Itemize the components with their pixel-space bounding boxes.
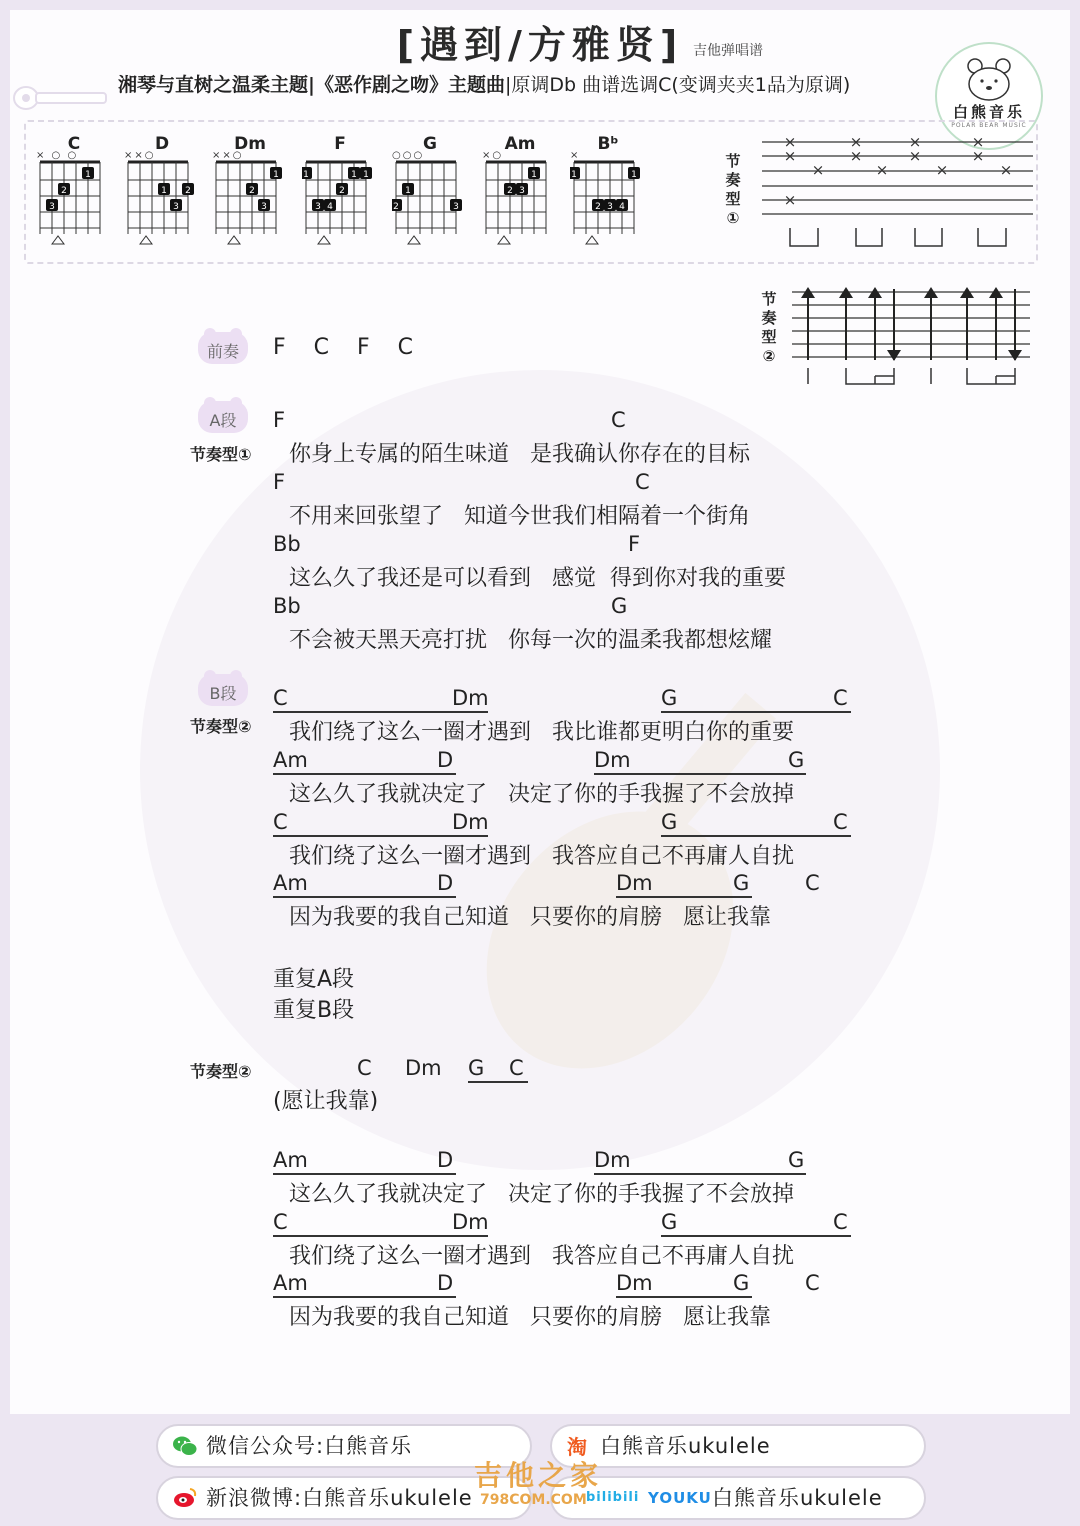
svg-text:1: 1 bbox=[531, 170, 537, 180]
rhythm-2-pattern bbox=[790, 284, 1035, 389]
logo-subtext: POLAR BEAR MUSIC bbox=[951, 122, 1027, 129]
chord-grid bbox=[302, 138, 378, 250]
ukulele-icon bbox=[12, 84, 110, 112]
intro-chords: F C F C bbox=[273, 335, 413, 360]
weibo-text: 新浪微博:白熊音乐ukulele bbox=[206, 1486, 473, 1510]
svg-text:2: 2 bbox=[595, 202, 601, 212]
chord-label: Dm bbox=[616, 1271, 653, 1295]
svg-text:×: × bbox=[849, 133, 863, 151]
svg-text:2: 2 bbox=[339, 186, 345, 196]
svg-text:淘: 淘 bbox=[567, 1435, 588, 1458]
outro-rhythm: 节奏型② bbox=[190, 1062, 252, 1081]
chord-label: F bbox=[273, 470, 286, 494]
chord-underline bbox=[661, 835, 851, 837]
lyric-line: 你身上专属的陌生味道 是我确认你存在的目标 bbox=[289, 442, 750, 467]
svg-text:2: 2 bbox=[393, 202, 399, 212]
chord-diagram-6 bbox=[482, 134, 558, 250]
svg-text:1: 1 bbox=[571, 170, 577, 180]
chord-label: G bbox=[733, 871, 750, 895]
chord-diagram-name: D bbox=[154, 134, 170, 154]
svg-text:1: 1 bbox=[161, 186, 167, 196]
wechat-icon bbox=[172, 1434, 198, 1458]
chord-diagram-name: C bbox=[67, 134, 81, 154]
chord-label: C bbox=[833, 686, 848, 710]
chord-diagram-7 bbox=[570, 134, 646, 250]
chord-label: D bbox=[437, 1148, 454, 1172]
chord-label: C bbox=[273, 810, 288, 834]
chord-label: G bbox=[468, 1056, 485, 1080]
chord-underline bbox=[661, 711, 851, 713]
section-a-tag bbox=[198, 397, 248, 433]
song-subtitle bbox=[118, 70, 850, 97]
chord-underline bbox=[273, 1235, 488, 1237]
svg-text:×: × bbox=[811, 161, 825, 179]
chord-underline bbox=[273, 896, 456, 898]
chord-diagram-name: Bᵇ bbox=[597, 134, 619, 154]
title-subtext: 吉他弹唱谱 bbox=[693, 43, 763, 59]
repeat-a-note: 重复A段 bbox=[273, 967, 355, 992]
section-b-tag bbox=[198, 670, 248, 706]
svg-text:×: × bbox=[908, 147, 922, 165]
svg-text:3: 3 bbox=[519, 186, 525, 196]
outro-lyric: (愿让我靠) bbox=[273, 1089, 379, 1114]
chord-open-strings: × ○ ○ bbox=[36, 150, 79, 161]
svg-text:×: × bbox=[999, 161, 1013, 179]
svg-text:×: × bbox=[783, 191, 797, 209]
section-a-rhythm: 节奏型① bbox=[190, 445, 252, 464]
chord-label: Am bbox=[273, 748, 308, 772]
svg-text:×: × bbox=[783, 147, 797, 165]
lyric-line: 我们绕了这么一圈才遇到 我答应自己不再庸人自扰 bbox=[289, 1244, 794, 1269]
chord-label: Dm bbox=[452, 686, 489, 710]
chord-underline bbox=[273, 835, 488, 837]
chord-label: C bbox=[635, 470, 650, 494]
chord-label: Bb bbox=[273, 532, 301, 556]
chord-underline bbox=[273, 1173, 456, 1175]
chord-diagram-name: F bbox=[334, 134, 346, 154]
svg-text:2: 2 bbox=[185, 186, 191, 196]
site-watermark-url: 798COM.COM bbox=[480, 1492, 587, 1508]
chord-label: C bbox=[805, 1271, 820, 1295]
rhythm-1-label: 节 奏 型 ① bbox=[725, 152, 741, 227]
svg-text:3: 3 bbox=[261, 202, 267, 212]
chord-label: G bbox=[661, 810, 678, 834]
section-a-tag-label: A段 bbox=[209, 411, 237, 430]
svg-text:3: 3 bbox=[453, 202, 459, 212]
lyric-line: 不用来回张望了 知道今世我们相隔着一个街角 bbox=[289, 504, 750, 529]
svg-text:3: 3 bbox=[607, 202, 613, 212]
svg-text:4: 4 bbox=[327, 202, 333, 212]
chord-underline bbox=[273, 1296, 456, 1298]
lyric-line: 不会被天黑天亮打扰 你每一次的温柔我都想炫耀 bbox=[289, 628, 772, 653]
lyric-line: 我们绕了这么一圈才遇到 我比谁都更明白你的重要 bbox=[289, 720, 794, 745]
chord-label: D bbox=[437, 1271, 454, 1295]
chord-label: C bbox=[611, 408, 626, 432]
svg-text:×: × bbox=[783, 133, 797, 151]
svg-text:1: 1 bbox=[85, 170, 91, 180]
chord-label: G bbox=[788, 1148, 805, 1172]
chord-label: C bbox=[805, 871, 820, 895]
svg-text:2: 2 bbox=[61, 186, 67, 196]
repeat-b-note: 重复B段 bbox=[273, 998, 355, 1023]
lyric-line: 因为我要的我自己知道 只要你的肩膀 愿让我靠 bbox=[289, 905, 771, 930]
chord-label: Am bbox=[273, 1148, 308, 1172]
chord-open-strings: × bbox=[570, 150, 581, 161]
chord-diagram-1 bbox=[36, 134, 112, 250]
chord-label: D bbox=[437, 871, 454, 895]
subtitle-key-info: |原调Db 曲谱选调C(变调夹夹1品为原调) bbox=[504, 74, 851, 96]
chord-grid bbox=[570, 138, 646, 250]
lyric-line: 这么久了我还是可以看到 感觉 得到你对我的重要 bbox=[289, 566, 786, 591]
chord-open-strings: ××○ bbox=[212, 150, 244, 161]
site-watermark: 吉他之家 bbox=[474, 1459, 603, 1492]
chord-label: C bbox=[509, 1056, 524, 1080]
svg-text:2: 2 bbox=[507, 186, 513, 196]
svg-text:1: 1 bbox=[363, 170, 369, 180]
bear-face-icon bbox=[937, 48, 1041, 108]
chord-underline bbox=[616, 896, 752, 898]
subtitle-main: 湘琴与直树之温柔主题|《恶作剧之吻》主题曲 bbox=[118, 74, 505, 96]
logo-text: 白熊音乐 bbox=[952, 103, 1025, 121]
chord-label: C bbox=[833, 810, 848, 834]
chord-open-strings: ×○ bbox=[482, 150, 504, 161]
svg-text:×: × bbox=[875, 161, 889, 179]
video-pill[interactable] bbox=[550, 1476, 926, 1520]
chord-label: Am bbox=[273, 871, 308, 895]
taobao-text: 白熊音乐ukulele bbox=[600, 1434, 771, 1458]
section-b-tag-label: B段 bbox=[209, 684, 237, 703]
chord-underline bbox=[273, 773, 456, 775]
song-title: [遇到/方雅贤] bbox=[396, 23, 684, 67]
chord-label: Dm bbox=[452, 1210, 489, 1234]
weibo-icon bbox=[172, 1486, 198, 1510]
chord-label: C bbox=[833, 1210, 848, 1234]
chord-diagram-5 bbox=[392, 134, 468, 250]
chord-label: F bbox=[273, 408, 286, 432]
svg-text:1: 1 bbox=[273, 170, 279, 180]
rhythm-2-label: 节 奏 型 ② bbox=[761, 290, 777, 365]
section-b-rhythm: 节奏型② bbox=[190, 717, 252, 736]
svg-text:2: 2 bbox=[249, 186, 255, 196]
chord-label: Dm bbox=[594, 748, 631, 772]
svg-text:1: 1 bbox=[303, 170, 309, 180]
chord-diagram-name: G bbox=[423, 134, 437, 154]
chord-label: F bbox=[628, 532, 641, 556]
svg-text:×: × bbox=[849, 147, 863, 165]
wechat-text: 微信公众号:白熊音乐 bbox=[206, 1434, 413, 1458]
chord-label: D bbox=[437, 748, 454, 772]
chord-underline bbox=[468, 1081, 528, 1083]
youku-logo: YOUKU bbox=[648, 1489, 712, 1507]
svg-text:×: × bbox=[971, 133, 985, 151]
chord-label: Bb bbox=[273, 594, 301, 618]
rhythm-1-pattern bbox=[760, 130, 1035, 255]
chord-underline bbox=[273, 711, 488, 713]
svg-text:×: × bbox=[935, 161, 949, 179]
chord-label: G bbox=[611, 594, 628, 618]
svg-text:×: × bbox=[908, 133, 922, 151]
chord-diagram-3 bbox=[212, 134, 288, 250]
chord-label: G bbox=[733, 1271, 750, 1295]
chord-diagram-4 bbox=[302, 134, 378, 250]
svg-text:4: 4 bbox=[619, 202, 625, 212]
chord-label: C bbox=[273, 1210, 288, 1234]
svg-text:1: 1 bbox=[351, 170, 357, 180]
video-text: 白熊音乐ukulele bbox=[712, 1486, 883, 1510]
chord-underline bbox=[616, 1296, 752, 1298]
intro-tag bbox=[198, 328, 248, 364]
chord-label: Dm bbox=[616, 871, 653, 895]
svg-text:3: 3 bbox=[49, 202, 55, 212]
chord-label: G bbox=[788, 748, 805, 772]
lyric-line: 这么久了我就决定了 决定了你的手我握了不会放掉 bbox=[289, 782, 794, 807]
chord-diagram-2 bbox=[124, 134, 200, 250]
lyric-line: 这么久了我就决定了 决定了你的手我握了不会放掉 bbox=[289, 1182, 794, 1207]
chord-label: Am bbox=[273, 1271, 308, 1295]
svg-text:1: 1 bbox=[631, 170, 637, 180]
lyric-line: 我们绕了这么一圈才遇到 我答应自己不再庸人自扰 bbox=[289, 844, 794, 869]
svg-text:3: 3 bbox=[315, 202, 321, 212]
taobao-pill[interactable] bbox=[550, 1424, 926, 1468]
svg-text:×: × bbox=[971, 147, 985, 165]
chord-underline bbox=[661, 1235, 851, 1237]
chord-open-strings: ○○○ bbox=[392, 150, 425, 161]
chord-diagram-name: Am bbox=[504, 134, 536, 154]
bilibili-logo: bilibili bbox=[586, 1490, 640, 1505]
chord-underline bbox=[594, 1173, 806, 1175]
chord-underline bbox=[594, 773, 806, 775]
chord-label: Dm bbox=[452, 810, 489, 834]
chord-label: C bbox=[357, 1056, 372, 1080]
chord-diagram-name: Dm bbox=[234, 134, 266, 154]
svg-text:1: 1 bbox=[405, 186, 411, 196]
chord-label: G bbox=[661, 1210, 678, 1234]
chord-label: Dm bbox=[594, 1148, 631, 1172]
chord-label: G bbox=[661, 686, 678, 710]
svg-text:3: 3 bbox=[173, 202, 179, 212]
chord-label: C bbox=[273, 686, 288, 710]
intro-tag-label: 前奏 bbox=[206, 342, 239, 361]
chord-open-strings: ××○ bbox=[124, 150, 156, 161]
chord-label: Dm bbox=[405, 1056, 442, 1080]
lyric-line: 因为我要的我自己知道 只要你的肩膀 愿让我靠 bbox=[289, 1305, 771, 1330]
